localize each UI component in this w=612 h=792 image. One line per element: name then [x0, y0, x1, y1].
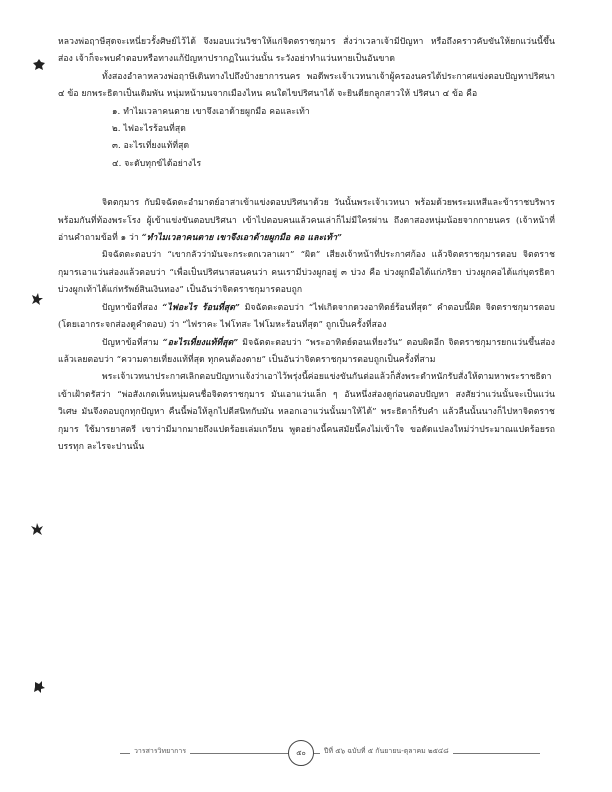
paragraph-5-lead: ปัญหาข้อที่สอง	[102, 302, 163, 313]
journal-name: วารสารวิทยาการ	[130, 746, 190, 757]
paragraph-1: หลวงพ่อฤาษีสุดจะเหนี่ยวรั้งศิษย์ไว้ได้ จึงมอบแว่นวิชาให้แก่จิตตราชกุมาร สั่งว่าเวลาเจ้ามีปัญหา หรือถึงคราวคับขันให้ยกแว่นนี้ขึ้นส่อง เจ้าก็จะพบคำตอบหรือทางแก้ปัญหาปรากฏในแว่นนั้น ระวังอย่าทำแว่นหายเป็นอันขาด	[58, 37, 555, 65]
paragraph-7: พระเจ้าเวทนาประกาศเลิกตอบปัญหาแจ้งว่าเอาไว้พรุ่งนี้ค่อยแข่งขันกันต่อแล้วก็สั่งพระตำหนักรับสั่งให้ตามหาพระราชธิดาเข้าเฝ้าตรัสว่า “พ่อสังเกตเห็นหนุ่มคนชื่อจิตตราชกุมาร มันเอาแว่นเล็ก ๆ อันหนึ่งส่องดูก่อนตอบปัญหา สงสัยว่าแว่นนั้นจะเป็นแว่นวิเศษ มันจึงตอบถูกทุกปัญหา คืนนี้พ่อให้ลูกไปตีสนิทกับมัน หลอกเอาแว่นนั้นมาให้ได้” พระธิดาก็รับคำ แล้วลืนนั้นนางก็ไปหาจิตตราชกุมาร ใช้มารยาสตรี เขาว่ามีมากมายถึงแปดร้อยเล่มเกวียน พูดอย่างนี้คนสมัยนี้คงไม่เข้าใจ ขอดัดแปลงใหม่ว่าประมาณแปดร้อยรถบรรทุก ละไรจะปานนั้น	[58, 372, 555, 452]
paragraph-6	[58, 335, 555, 370]
issue-info: ปีที่ ๕๖ ฉบับที่ ๕ กันยายน-ตุลาคม ๒๕๔๘	[320, 746, 453, 757]
ink-blot-mark	[30, 292, 44, 306]
paragraph-6-lead: ปัญหาข้อที่สาม	[102, 337, 163, 348]
paragraph-3	[58, 195, 555, 247]
riddle-quote-3: “อะไรเที่ยงแท้ที่สุด”	[162, 337, 239, 348]
section-gap	[58, 173, 555, 195]
paragraph-6-text: มิจฉัตตะตอบว่า “พระอาทิตย์ตอนเที่ยงวัน” ตอบผิดอีก จิตตราชกุมารยกแว่นขึ้นส่องแล้วเลยตอบว่า “ความตายเที่ยงแท้ที่สุด ทุกคนต้องตาย” เป็นอันว่าจิตตราชกุมารตอบถูกเป็นครั้งที่สาม	[58, 337, 555, 365]
ink-blot-mark	[32, 680, 46, 694]
paragraph-5	[58, 300, 555, 335]
ink-blot-mark	[32, 58, 46, 72]
article-body	[58, 34, 555, 456]
paragraph-3-text: จิตตกุมาร กับมิจฉัตตะอำมาตย์อาสาเข้าแข่งตอบปริศนาด้วย วันนั้นพระเจ้าเวทนา พร้อมด้วยพระมเหสีและข้าราชบริพารพร้อมกันที่ท้องพระโรง ผู้เข้าแข่งขันตอบปริศนา เข้าไปตอบคนแล้วคนเล่าก็ไม่มีใครผ่าน ถึงตาสองหนุ่มน้อยจากกายนคร (เจ้าหน้าที่อ่านคำถามข้อที่ ๑ ว่า	[58, 198, 555, 244]
paragraph-2: ทั้งสองอำลาหลวงพ่อฤาษีเดินทางไปถึงบ้างยาการนคร พอดีพระเจ้าเวทนาเจ้าผู้ครองนครได้ประกาศแข่งตอบปัญหาปริศนา ๔ ข้อ ยกพระธิดาเป็นเดิมพัน หนุ่มหน้ามนจากเมืองไหน คนใดไขปริศนาได้ จะยินดียกลูกสาวให้ ปริศนา ๔ ข้อ คือ	[58, 71, 555, 100]
riddle-quote-2: “ไฟอะไร ร้อนที่สุด”	[162, 302, 240, 313]
riddle-item: ๒. ไฟอะไรร้อนที่สุด	[112, 124, 186, 135]
riddle-quote-1: “ทำไมเวลาคนตาย เขาจึงเอาด้ายผูกมือ คอ และเท้า”	[141, 233, 343, 244]
paragraph-5-text: มิจฉัตตะตอบว่า “ไฟเกิดจากดวงอาทิตย์ร้อนที่สุด” คำตอบนี้ผิด จิตตราชกุมารตอบ (โดยเอากระจกส่องดูคำตอบ) ว่า “ไฟราคะ ไฟโทสะ ไฟโมหะร้อนที่สุด” ถูกเป็นครั้งที่สอง	[58, 302, 555, 331]
page-footer	[120, 742, 540, 764]
journal-logo-icon	[288, 740, 314, 766]
riddle-list	[58, 104, 555, 174]
page-number: ๕๐	[296, 749, 306, 757]
riddle-item: ๔. จะดับทุกข์ได้อย่างไร	[112, 158, 202, 169]
ink-blot-mark	[30, 522, 44, 536]
riddle-item: ๑. ทำไมเวลาคนตาย เขาจึงเอาด้ายผูกมือ คอและเท้า	[112, 106, 310, 117]
riddle-item: ๓. อะไรเที่ยงแท้ที่สุด	[112, 141, 190, 152]
paragraph-4: มิจฉัตตะตอบว่า “เขากลัวว่ามันจะกระดกเวลาเผา” “ผิด” เสียงเจ้าหน้าที่ประกาศก้อง แล้วจิตตราชกุมารตอบ จิตตราชกุมารเอาแว่นส่องแล้วตอบว่า “เพื่อเป็นปริศนาสอนคนว่า คนเรามีบ่วงผูกอยู่ ๓ บ่วง คือ บ่วงผูกมือได้แก่ภริยา บ่วงผูกคอได้แก่บุตรธิดา บ่วงผูกเท้าได้แก่ทรัพย์สินเงินทอง” เป็นอันว่าจิตตราชกุมารตอบถูก	[58, 250, 555, 296]
